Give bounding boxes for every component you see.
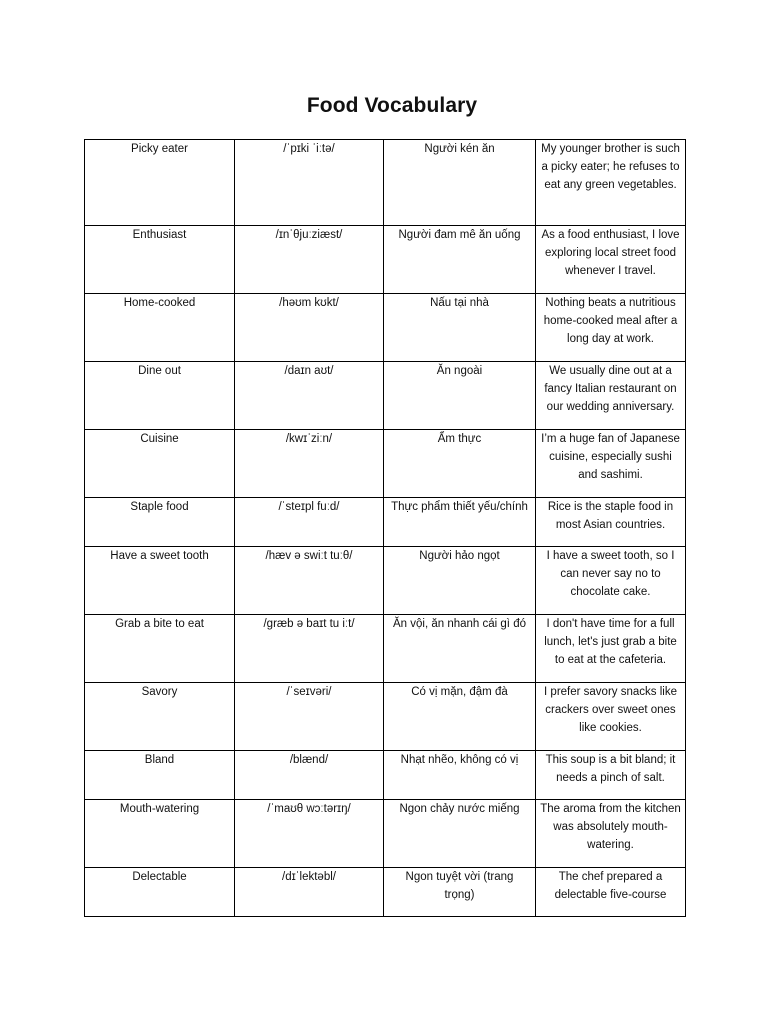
example-cell: Rice is the staple food in most Asian countries. [536,498,686,547]
table-row [85,430,686,498]
ipa-cell: /ˈsteɪpl fuːd/ [235,498,384,547]
word-cell: Savory [85,683,235,751]
page-title: Food Vocabulary [306,94,478,117]
ipa-cell: /ˈseɪvəri/ [235,683,384,751]
word-cell: Staple food [85,498,235,547]
ipa-cell: /ˈpɪki ˈiːtə/ [235,140,384,226]
example-cell: My younger brother is such a picky eater; he refuses to eat any green vegetables. [536,140,686,226]
word-cell: Bland [85,751,235,800]
ipa-cell: /həʊm kʊkt/ [235,294,384,362]
word-cell: Grab a bite to eat [85,615,235,683]
vietnamese-cell: Ẩm thực [384,430,536,498]
vietnamese-cell: Nấu tại nhà [384,294,536,362]
word-cell: Dine out [85,362,235,430]
word-cell: Delectable [85,868,235,917]
ipa-cell: /ɪnˈθjuːziæst/ [235,226,384,294]
vietnamese-cell: Người hảo ngọt [384,547,536,615]
vietnamese-cell: Người đam mê ăn uống [384,226,536,294]
example-cell: As a food enthusiast, I love exploring local street food whenever I travel. [536,226,686,294]
vietnamese-cell: Ăn ngoài [384,362,536,430]
table-row [85,751,686,800]
table-row [85,498,686,547]
example-cell: I have a sweet tooth, so I can never say no to chocolate cake. [536,547,686,615]
table-row [85,226,686,294]
word-cell: Cuisine [85,430,235,498]
vocabulary-table [84,139,686,917]
word-cell: Have a sweet tooth [85,547,235,615]
example-cell: I’m a huge fan of Japanese cuisine, especially sushi and sashimi. [536,430,686,498]
ipa-cell: /hæv ə swiːt tuːθ/ [235,547,384,615]
example-cell: I prefer savory snacks like crackers over sweet ones like cookies. [536,683,686,751]
ipa-cell: /daɪn aʊt/ [235,362,384,430]
vietnamese-cell: Người kén ăn [384,140,536,226]
vietnamese-cell: Thực phẩm thiết yếu/chính [384,498,536,547]
ipa-cell: /kwɪˈziːn/ [235,430,384,498]
vietnamese-cell: Ngon chảy nước miếng [384,800,536,868]
vietnamese-cell: Ăn vội, ăn nhanh cái gì đó [384,615,536,683]
word-cell: Home-cooked [85,294,235,362]
table-row [85,683,686,751]
table-row [85,294,686,362]
example-cell: This soup is a bit bland; it needs a pinch of salt. [536,751,686,800]
table-row [85,362,686,430]
ipa-cell: /ɡræb ə baɪt tu iːt/ [235,615,384,683]
word-cell: Mouth-watering [85,800,235,868]
word-cell: Enthusiast [85,226,235,294]
vietnamese-cell: Ngon tuyệt vời (trang trọng) [384,868,536,917]
word-cell: Picky eater [85,140,235,226]
ipa-cell: /ˈmaʊθ wɔːtərɪŋ/ [235,800,384,868]
ipa-cell: /blænd/ [235,751,384,800]
ipa-cell: /dɪˈlektəbl/ [235,868,384,917]
vietnamese-cell: Có vị mặn, đậm đà [384,683,536,751]
table-row [85,868,686,917]
example-cell: We usually dine out at a fancy Italian restaurant on our wedding anniversary. [536,362,686,430]
example-cell: The chef prepared a delectable five-course [536,868,686,917]
example-cell: I don't have time for a full lunch, let's just grab a bite to eat at the cafeteria. [536,615,686,683]
table-row [85,140,686,226]
table-row [85,615,686,683]
table-row [85,800,686,868]
table-row [85,547,686,615]
vietnamese-cell: Nhạt nhẽo, không có vị [384,751,536,800]
example-cell: The aroma from the kitchen was absolutely mouth-watering. [536,800,686,868]
example-cell: Nothing beats a nutritious home-cooked meal after a long day at work. [536,294,686,362]
